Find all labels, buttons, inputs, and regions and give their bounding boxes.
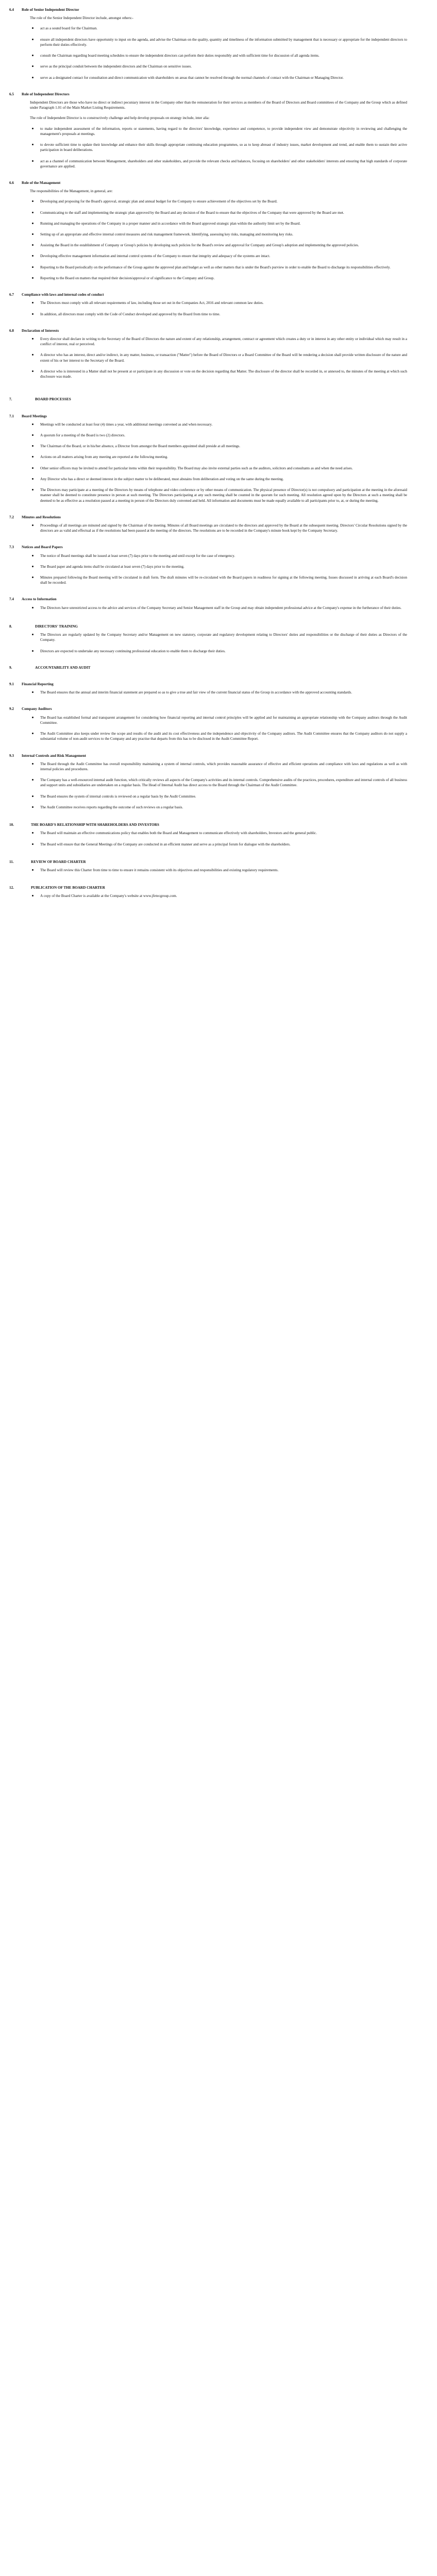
section-number: 7.3 — [9, 545, 14, 550]
bullet-icon — [32, 233, 33, 235]
bullet-list — [30, 126, 407, 169]
section-title: Role of Senior Independent Director — [22, 8, 79, 12]
bullet-icon — [32, 795, 33, 797]
bullet-text: Every director shall declare in writing to the Secretary of the Board of Directors the nature and extent of any relationship, arrangement, contract or agreement which creates a duty or in interest in any other entity or individual which may result in a conflict of interest, real or perceived. — [40, 337, 407, 347]
bullet-item — [30, 794, 407, 799]
bullet-item — [30, 805, 407, 810]
bullet-icon — [32, 577, 33, 578]
bullet-icon — [32, 39, 33, 40]
bullet-icon — [32, 478, 33, 480]
bullet-item — [30, 199, 407, 204]
section-content — [30, 523, 407, 533]
bullet-list — [30, 632, 407, 654]
bullet-text: A director who has an interest, direct and/or indirect, in any matter, business, or transaction ("Matter") before the Board of Directors or a Board Committee of the Board will be rendering a decision shall provide written disclosure of the nature and extent of his or her interest to the Secretary of the Board. — [40, 353, 407, 363]
bullet-list — [30, 300, 407, 316]
bullet-text: Setting up of an appropriate and effective internal control measures and risk management framework. Identifying, assessing key risks, managing and monitoring key risks. — [40, 232, 293, 237]
bullet-item — [30, 575, 407, 585]
section-content — [30, 715, 407, 742]
section-7-4 — [9, 597, 407, 610]
bullet-icon — [32, 128, 33, 129]
bullet-text: The Board ensures that the annual and interim financial statement are prepared so as to give a true and fair view of the current financial status of the Group in accordance with the approved accounting standards. — [40, 690, 352, 695]
section-11 — [9, 859, 407, 873]
section-number: 9. — [9, 665, 12, 670]
bullet-text: The Chairman of the Board, or in his/her absence, a Director from amongst the Board members appointed shall preside at all meetings. — [40, 444, 241, 449]
bullet-text: act as a channel of communication between Management, shareholders and other stakeholders, and provide the relevant checks and balances, focusing on shareholders' and other stakeholders' interests and ensuring that high standards of corporate governance are applied. — [40, 159, 407, 168]
bullet-icon — [32, 733, 33, 734]
section-12 — [9, 885, 407, 899]
bullet-icon — [32, 434, 33, 436]
bullet-text: The Audit Committee also keeps under review the scope and results of the audit and its cost effectiveness and the independence and objectivity of the Company auditors. The Audit Committee ensures that the Company auditors do not supply a substantial volume of non-audit services to the Company and any practise that departs from this has to be disclosed in the Audit Committee Report. — [40, 732, 407, 741]
section-title: Financial Reporting — [22, 682, 54, 686]
section-7-3 — [9, 545, 407, 585]
section-heading — [9, 92, 407, 97]
section-title: Notices and Board Papers — [22, 545, 63, 550]
section-6-7 — [9, 292, 407, 317]
bullet-text: The Company has a well-resourced internal audit function, which critically reviews all aspects of the Company's activities and its internal controls. Comprehensive audits of the practices, procedures, expenditure and internal controls of all business and support units and subsidiaries are undertaken on a regular basis. The Head of Internal Audit has direct access to the Board through the Chairman of the Audit Committee. — [40, 778, 407, 788]
bullet-item — [30, 64, 407, 69]
bullet-text: Assisting the Board in the establishment of Company or Group's policies by developing such policies for the Board's review and approval for Company and Group's adoption and implementing the approved policies. — [40, 243, 359, 248]
section-heading — [9, 859, 407, 865]
section-7-1 — [9, 414, 407, 503]
bullet-icon — [32, 607, 33, 608]
bullet-text: The Board will review this Charter from time to time to ensure it remains consistent with its objectives and responsibilities and existing regulatory requirements. — [40, 868, 279, 872]
bullet-icon — [32, 650, 33, 652]
section-9-2 — [9, 706, 407, 741]
bullet-item — [30, 126, 407, 137]
bullet-list — [30, 336, 407, 379]
bullet-text: The Directors are regularly updated by the Company Secretary and/or Management on new statutory, corporate and regulatory development relating to Directors' duties and responsibilities or the discharge of their duties as Directors of the Company. — [40, 633, 407, 642]
section-number: 9.2 — [9, 707, 14, 711]
bullet-text: The Directors may participate at a meeting of the Directors by means of telephone and video conference or by other means of communication. The physical presence of Director(s) is not compulsory and participation at the meeting in the aforesaid manner shall be deemed to constitute presence in person at such meeting. The Directors participating at any such meeting shall be counted in the quorum for such meeting. All resolution agreed upon by the Directors at such a meeting shall be deemed to be as effective as a resolution passed at a meeting in person of the Directors duly convened and held. All information and documents must be made equally available to all participants prior to, at, or during the meeting. — [40, 488, 407, 503]
bullet-list — [30, 868, 407, 873]
bullet-item — [30, 26, 407, 31]
bullet-text: serve as a designated contact for consultation and direct communication with shareholders on areas that cannot be resolved through the normal channels of contact with the Chairman or Managing Director. — [40, 75, 344, 80]
bullet-item — [30, 715, 407, 725]
bullet-text: consult the Chairman regarding board meeting schedules to ensure the independent directors can perform their duties responsibly and with sufficient time for discussion of all agenda items. — [40, 54, 320, 58]
bullet-item — [30, 632, 407, 642]
bullet-icon — [32, 370, 33, 372]
bullet-item — [30, 159, 407, 169]
bullet-icon — [32, 160, 33, 162]
section-title: Declaration of Interests — [22, 328, 59, 333]
bullet-item — [30, 53, 407, 58]
bullet-text: Meetings will be conducted at least four (4) times a year, with additional meetings convened as and when necessary. — [40, 422, 213, 427]
bullet-item — [30, 276, 407, 281]
bullet-text: Running and managing the operations of the Company in a proper manner and in accordance with the Board approved strategic plan within the authority limit set by the Board. — [40, 221, 301, 226]
section-number: 6.8 — [9, 328, 14, 333]
section-number: 9.3 — [9, 753, 14, 758]
section-heading — [9, 597, 407, 602]
bullet-item — [30, 477, 407, 482]
section-paragraph: The role of the Senior Independent Director include, amongst others:- — [30, 16, 133, 21]
bullet-item — [30, 37, 407, 47]
section-number: 12. — [9, 886, 14, 890]
bullet-icon — [32, 555, 33, 556]
bullet-item — [30, 422, 407, 427]
bullet-item — [30, 300, 407, 306]
bullet-icon — [32, 77, 33, 78]
bullet-icon — [32, 832, 33, 834]
bullet-text: Reporting to the Board on matters that required their decision/approval or of significance to the Company and Group. — [40, 276, 215, 280]
bullet-item — [30, 75, 407, 80]
section-heading — [9, 292, 407, 297]
section-9-3 — [9, 753, 407, 810]
bullet-text: Minutes prepared following the Board meeting will be circulated in draft form. The draft minutes will be re-circulated with the Board papers in readiness for signing at the following meeting. Issues discussed in arriving at each Board's decision shall be recorded. — [40, 575, 407, 585]
section-heading — [9, 822, 407, 827]
bullet-icon — [32, 200, 33, 202]
bullet-item — [30, 868, 407, 873]
bullet-item — [30, 761, 407, 772]
bullet-item — [30, 564, 407, 569]
section-heading — [9, 885, 407, 890]
section-content — [30, 100, 407, 169]
section-6-8 — [9, 328, 407, 380]
bullet-list — [30, 715, 407, 742]
section-content — [30, 300, 407, 316]
section-content — [30, 189, 407, 281]
section-number: 10. — [9, 823, 14, 827]
bullet-icon — [32, 266, 33, 268]
bullet-text: Actions on all matters arising from any meeting are reported at the following meeting. — [40, 455, 168, 460]
section-title: PUBLICATION OF THE BOARD CHARTER — [31, 886, 105, 890]
section-title: Role of Independent Directors — [22, 92, 70, 96]
bullet-item — [30, 243, 407, 248]
section-title: ACCOUNTABILITY AND AUDIT — [35, 665, 91, 670]
bullet-icon — [32, 354, 33, 355]
section-title: Company Auditors — [22, 707, 52, 711]
section-title: Role of the Management — [22, 180, 61, 185]
section-number: 8. — [9, 624, 12, 629]
bullet-icon — [32, 456, 33, 457]
bullet-text: In addition, all directors must comply with the Code of Conduct developed and approved by the Board from time to time. — [40, 312, 221, 316]
section-heading — [9, 706, 407, 711]
bullet-icon — [32, 806, 33, 808]
section-heading — [9, 397, 407, 402]
section-8 — [9, 624, 407, 654]
bullet-icon — [32, 212, 33, 213]
bullet-item — [30, 336, 407, 347]
document-body — [9, 7, 407, 899]
bullet-text: The Audit Committee receives reports regarding the outcome of such reviews on a regular basis. — [40, 805, 183, 809]
bullet-item — [30, 352, 407, 363]
section-number: 6.4 — [9, 8, 14, 12]
section-title: THE BOARD'S RELATIONSHIP WITH SHAREHOLDERS AND INVESTORS — [31, 823, 159, 827]
bullet-icon — [32, 895, 33, 896]
bullet-item — [30, 842, 407, 847]
section-9-1 — [9, 682, 407, 695]
section-content — [30, 422, 407, 503]
section-10 — [9, 822, 407, 847]
bullet-list — [30, 831, 407, 846]
section-6-4 — [9, 7, 407, 80]
bullet-item — [30, 466, 407, 471]
bullet-item — [30, 265, 407, 270]
bullet-item — [30, 221, 407, 226]
section-content — [30, 893, 407, 899]
section-6-5 — [9, 92, 407, 169]
bullet-icon — [32, 277, 33, 279]
bullet-icon — [32, 313, 33, 315]
bullet-item — [30, 210, 407, 215]
bullet-icon — [32, 524, 33, 526]
bullet-text: The Board through the Audit Committee has overall responsibility maintaining a system of internal controls, which provides reasonable assurance of effective and efficient operations and compliance with laws and regulations as well as with internal policies and procedures. — [40, 761, 407, 771]
section-9 — [9, 665, 407, 670]
bullet-icon — [32, 27, 33, 29]
section-number: 6.6 — [9, 180, 14, 185]
bullet-icon — [32, 843, 33, 845]
bullet-icon — [32, 717, 33, 718]
bullet-item — [30, 369, 407, 379]
section-title: Access to Information — [22, 597, 57, 602]
bullet-icon — [32, 223, 33, 224]
bullet-icon — [32, 566, 33, 567]
bullet-item — [30, 831, 407, 836]
bullet-item — [30, 893, 407, 899]
bullet-text: Proceedings of all meetings are minuted and signed by the Chairman of the meeting. Minutes of all Board meetings are circulated to the directors and approved by the Board at the subsequent meeting. Directors' Circular Resolutions signed by the directors are as valid and effectual as if the resolutions had been passed at the meeting of the directors. The resolutions are to be recorded in the Company's minute book kept by the Company Secretary. — [40, 523, 407, 533]
bullet-text: The Directors have unrestricted access to the advice and services of the Company Secretary and Senior Management staff in the Group and may obtain independent professional advice at the Company's expense in the furtherance of their duties. — [40, 605, 402, 610]
bullet-text: Any Director who has a direct or deemed interest in the subject matter to be deliberated, must abstains from deliberation and voting on the same during the meeting. — [40, 477, 284, 481]
bullet-icon — [32, 467, 33, 469]
bullet-item — [30, 433, 407, 438]
section-number: 7.4 — [9, 597, 14, 602]
bullet-item — [30, 454, 407, 460]
bullet-text: The notice of Board meetings shall be issued at least seven (7) days prior to the meeting and until except for the case of emergency. — [40, 553, 236, 558]
section-7 — [9, 397, 407, 402]
section-paragraph: Independent Directors are those who have no direct or indirect pecuniary interest in the Company other than the remuneration for their services as members of the Board of Directors and Board committees of the Company and the Group which as defined under Paragraph 1.01 of the Main Market Listing Requirements. — [30, 100, 407, 110]
bullet-item — [30, 777, 407, 788]
bullet-icon — [32, 489, 33, 490]
bullet-list — [30, 893, 407, 899]
section-number: 6.7 — [9, 293, 14, 297]
section-paragraph: The role of Independent Director is to constructively challenge and help develop proposals on strategy include, inter alia: — [30, 116, 210, 121]
bullet-icon — [32, 634, 33, 635]
bullet-list — [30, 26, 407, 80]
section-heading — [9, 624, 407, 629]
section-content — [30, 690, 407, 695]
section-number: 7.1 — [9, 414, 14, 418]
bullet-list — [30, 422, 407, 503]
bullet-item — [30, 523, 407, 533]
bullet-text: serve as the principal conduit between the independent directors and the Chairman on sensitive issues. — [40, 64, 192, 69]
section-title: Compliance with laws and internal codes of conduct — [22, 293, 104, 297]
section-content — [30, 868, 407, 873]
bullet-list — [30, 690, 407, 695]
bullet-item — [30, 649, 407, 654]
bullet-item — [30, 232, 407, 237]
bullet-icon — [32, 55, 33, 56]
bullet-item — [30, 253, 407, 259]
bullet-icon — [32, 302, 33, 303]
bullet-icon — [32, 779, 33, 781]
bullet-text: to make independent assessment of the information, reports or statements, having regard to the directors' knowledge, experience and competence, to provide independent view and demonstrate objectivity in reviewing and challenging the management's proposals at meetings. — [40, 126, 407, 136]
section-7-2 — [9, 515, 407, 534]
bullet-text: Other senior officers may be invited to attend for particular items within their responsibility. The Board may also invite external parties such as the auditors, solicitors and consultants as and when the need arises. — [40, 466, 353, 470]
section-title: Minutes and Resolutions — [22, 515, 61, 519]
section-heading — [9, 682, 407, 687]
section-content — [30, 831, 407, 846]
section-heading — [9, 328, 407, 333]
bullet-list — [30, 523, 407, 533]
section-title: Board Meetings — [22, 414, 47, 418]
bullet-item — [30, 605, 407, 611]
bullet-text: The Board has established formal and transparent arrangement for considering how financial reporting and internal control principles will be applied and for maintaining an appropriate relationship with the Company auditors through the Audit Committee. — [40, 715, 407, 725]
bullet-icon — [32, 144, 33, 145]
section-number: 7.2 — [9, 515, 14, 519]
section-title: Internal Controls and Risk Management — [22, 753, 86, 758]
section-heading — [9, 665, 407, 670]
bullet-text: Directors are expected to undertake any necessary continuing professional education to enable them to discharge their duties. — [40, 649, 226, 653]
bullet-item — [30, 312, 407, 317]
section-number: 6.5 — [9, 92, 14, 96]
section-title: BOARD PROCESSES — [35, 397, 71, 402]
section-content — [30, 632, 407, 654]
section-content — [30, 761, 407, 810]
bullet-text: The Board will maintain an effective communications policy that enables both the Board and Management to communicate effectively with shareholders, Investors and the general public. — [40, 831, 317, 836]
bullet-list — [30, 553, 407, 586]
bullet-text: A quorum for a meeting of the Board is two (2) directors. — [40, 433, 125, 437]
bullet-text: A copy of the Board Charter is available at the Company's website at www.jfetecgroup.com. — [40, 894, 177, 899]
bullet-text: Communicating to the staff and implementing the strategic plan approved by the Board and any decision of the Board to ensure that the objectives of the Company that were approved by the Board are met. — [40, 210, 344, 215]
bullet-item — [30, 690, 407, 695]
section-heading — [9, 180, 407, 185]
bullet-icon — [32, 691, 33, 693]
bullet-icon — [32, 423, 33, 425]
bullet-item — [30, 444, 407, 449]
section-heading — [9, 414, 407, 419]
bullet-icon — [32, 244, 33, 246]
bullet-text: act as a sound board for the Chairman. — [40, 26, 97, 31]
bullet-icon — [32, 338, 33, 340]
bullet-icon — [32, 445, 33, 447]
bullet-list — [30, 761, 407, 810]
section-number: 7. — [9, 397, 12, 402]
bullet-item — [30, 487, 407, 503]
bullet-item — [30, 142, 407, 152]
section-heading — [9, 545, 407, 550]
bullet-icon — [32, 255, 33, 257]
bullet-list — [30, 605, 407, 611]
section-number: 11. — [9, 859, 14, 864]
section-heading — [9, 7, 407, 12]
bullet-text: A director who is interested in a Matter shall not be present at or participate in any discussion or vote on the decision regarding that Matter. The disclosure of the director shall be recorded in, or annexed to, the minutes of the meeting at which such disclosure was made. — [40, 369, 407, 379]
bullet-text: Reporting to the Board periodically on the performance of the Group against the approved plan and budget as well as other matters that is under the Board's purview in order to enable the Board to discharge its responsibilities effectively. — [40, 265, 391, 269]
section-heading — [9, 753, 407, 758]
bullet-list — [30, 199, 407, 281]
bullet-text: Developing effective management information and internal control systems of the Company to ensure that integrity and adequacy of the systems are intact. — [40, 254, 271, 259]
section-6-6 — [9, 180, 407, 281]
section-paragraph: The responsibilities of the Management, in general, are: — [30, 189, 113, 194]
bullet-text: to devote sufficient time to update their knowledge and enhance their skills through appropriate continuing education programmes, so as to keep abreast of industry issues, market development and trend, and enable them to sustain their active participation in board deliberations. — [40, 143, 407, 152]
bullet-text: The Board paper and agenda items shall be circulated at least seven (7) days prior to the meeting. — [40, 564, 184, 569]
bullet-text: Developing and proposing for the Board's approval, strategic plan and annual budget for the Company to ensure achievement of the objectives set by the Board. — [40, 199, 278, 204]
bullet-text: The Board will ensure that the General Meetings of the Company are conducted in an efficient manner and serve as a principal forum for dialogue with the shareholders. — [40, 842, 291, 846]
bullet-text: The Directors must comply with all relevant requirements of law, including those set out in the Companies Act, 2016 and relevant common law duties. — [40, 301, 264, 306]
section-heading — [9, 515, 407, 520]
bullet-icon — [32, 869, 33, 871]
section-content — [30, 336, 407, 379]
bullet-icon — [32, 763, 33, 765]
section-number: 9.1 — [9, 682, 14, 686]
bullet-text: ensure all independent directors have opportunity to input on the agenda, and advise the Chairman on the quality, quantity and timeliness of the information submitted by management that is necessary or appropriate for the independent directors to perform their duties effectively. — [40, 37, 407, 47]
section-content — [30, 605, 407, 611]
bullet-item — [30, 553, 407, 558]
section-title: REVIEW OF BOARD CHARTER — [31, 859, 86, 864]
section-content — [30, 553, 407, 586]
bullet-text: The Board ensures the system of internal controls is reviewed on a regular basis by the Audit Committee. — [40, 794, 196, 799]
section-title: DIRECTORS' TRAINING — [35, 624, 78, 629]
bullet-icon — [32, 65, 33, 67]
bullet-item — [30, 731, 407, 741]
section-content — [30, 15, 407, 80]
